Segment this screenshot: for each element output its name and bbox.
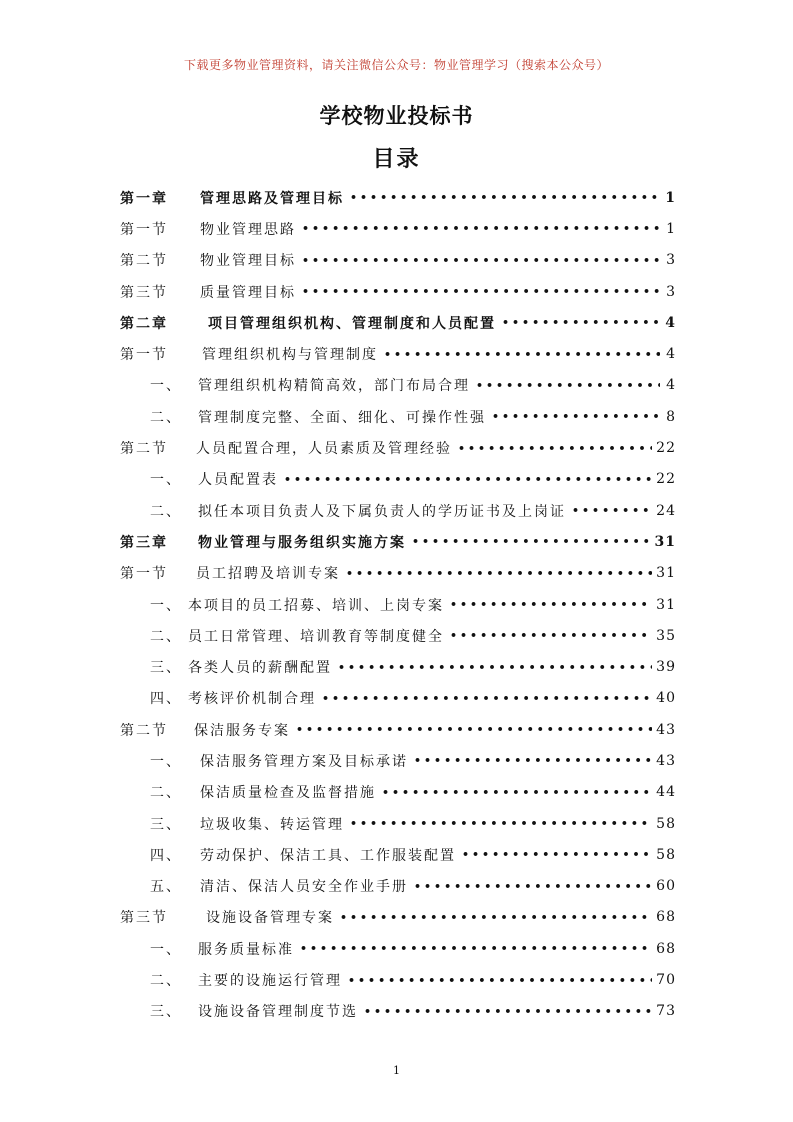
- dot-leader: [350, 191, 660, 204]
- toc-entry[interactable]: [120, 558, 676, 589]
- toc-entry-page: 22: [656, 471, 676, 488]
- toc-entry-page: 58: [656, 815, 676, 832]
- toc-entry-page: 4: [666, 377, 676, 394]
- toc-entry[interactable]: [120, 902, 676, 933]
- toc-entry-page: 40: [656, 690, 676, 707]
- toc-entry[interactable]: [120, 996, 676, 1027]
- toc-entry-page: 60: [656, 878, 676, 895]
- toc-entry-page: 68: [656, 940, 676, 957]
- toc-entry-number: 一、: [150, 472, 182, 489]
- toc-entry[interactable]: [120, 182, 676, 213]
- toc-entry-number: 三、: [150, 816, 182, 833]
- toc-entry-page: 8: [666, 408, 676, 425]
- toc-entry-number: 第二节: [120, 253, 168, 270]
- dot-leader: [572, 504, 652, 517]
- toc-entry-page: 70: [656, 972, 676, 989]
- toc-entry-title: 清洁、保洁人员安全作业手册: [200, 879, 408, 896]
- toc-entry-number: 二、: [150, 409, 182, 426]
- dot-leader: [302, 285, 660, 298]
- toc-entry-page: 3: [666, 283, 676, 300]
- toc-entry-number: 二、: [150, 628, 182, 645]
- dot-leader: [384, 348, 660, 361]
- toc-entry-title: 管理思路及管理目标: [200, 190, 344, 207]
- toc-entry[interactable]: [120, 464, 676, 495]
- toc-entry-page: 43: [656, 752, 676, 769]
- toc-entry-title: 管理制度完整、全面、细化、可操作性强: [198, 409, 486, 426]
- dot-leader: [412, 535, 651, 548]
- toc-entry-page: 44: [656, 784, 676, 801]
- toc-entry-number: 三、: [150, 660, 182, 677]
- toc-entry[interactable]: [120, 338, 676, 369]
- dot-leader: [462, 848, 652, 861]
- toc-entry-title: 劳动保护、保洁工具、工作服装配置: [200, 847, 456, 864]
- dot-leader: [300, 942, 652, 955]
- toc-entry[interactable]: [120, 276, 676, 307]
- toc-entry-title: 员工日常管理、培训教育等制度健全: [188, 628, 444, 645]
- toc-entry-number: 二、: [150, 973, 182, 990]
- toc-entry-number: 一、: [150, 941, 182, 958]
- toc-entry[interactable]: [120, 714, 676, 745]
- dot-leader: [284, 473, 652, 486]
- page-number: 1: [393, 1064, 400, 1077]
- toc-entry-page: 43: [656, 721, 676, 738]
- toc-entry-title: 质量管理目标: [200, 284, 296, 301]
- toc-entry-number: 第一节: [120, 347, 168, 364]
- toc-entry-title: 各类人员的薪酬配置: [188, 660, 332, 677]
- dot-leader: [296, 723, 652, 736]
- toc-entry-page: 1: [665, 189, 676, 206]
- dot-leader: [450, 598, 652, 611]
- toc-entry-page: 24: [656, 502, 676, 519]
- toc-entry-title: 保洁服务管理方案及目标承诺: [200, 753, 408, 770]
- toc-entry[interactable]: [120, 589, 676, 620]
- toc-entry-title: 考核评价机制合理: [188, 691, 316, 708]
- toc-entry-title: 员工招聘及培训专案: [196, 566, 340, 583]
- toc-entry-number: 二、: [150, 785, 182, 802]
- toc-entry-number: 第一节: [120, 221, 168, 238]
- toc-entry-page: 39: [656, 659, 676, 676]
- dot-leader: [348, 974, 652, 987]
- toc-entry[interactable]: [120, 245, 676, 276]
- toc-entry-number: 一、: [150, 597, 182, 614]
- dot-leader: [492, 410, 660, 423]
- toc-entry-title: 设施设备管理制度节选: [198, 1004, 358, 1021]
- toc-entry-page: 73: [656, 1003, 676, 1020]
- toc-entry[interactable]: [120, 683, 676, 714]
- toc-entry-title: 物业管理思路: [200, 221, 296, 238]
- toc-entry-number: 第三节: [120, 284, 168, 301]
- toc-entry-number: 一、: [150, 378, 182, 395]
- toc-entry-page: 31: [656, 565, 676, 582]
- toc-entry-title: 保洁服务专案: [194, 722, 290, 739]
- toc-entry[interactable]: [120, 871, 676, 902]
- toc-entry-number: 二、: [150, 503, 182, 520]
- toc-entry[interactable]: [120, 745, 676, 776]
- toc-heading: 目录: [372, 146, 421, 172]
- toc-entry-number: 第三章: [120, 534, 168, 551]
- toc-entry-page: 68: [656, 909, 676, 926]
- toc-entry-title: 项目管理组织机构、管理制度和人员配置: [208, 315, 496, 332]
- toc-entry[interactable]: [120, 370, 676, 401]
- toc-entry[interactable]: [120, 213, 676, 244]
- toc-entry[interactable]: [120, 964, 676, 995]
- toc-entry-title: 垃圾收集、转运管理: [200, 816, 344, 833]
- toc-entry[interactable]: [120, 777, 676, 808]
- toc-entry-number: 第二节: [120, 441, 168, 458]
- toc-entry-page: 35: [656, 627, 676, 644]
- toc-entry-title: 物业管理目标: [200, 253, 296, 270]
- toc-entry[interactable]: [120, 620, 676, 651]
- dot-leader: [502, 316, 660, 329]
- toc-entry-title: 本项目的员工招募、培训、上岗专案: [188, 597, 444, 614]
- dot-leader: [382, 786, 652, 799]
- toc-entry-number: 五、: [150, 879, 182, 896]
- dot-leader: [322, 692, 652, 705]
- toc-entry-page: 4: [665, 314, 676, 331]
- toc-entry-title: 人员配置表: [198, 472, 278, 489]
- toc-entry[interactable]: [120, 495, 676, 526]
- toc-entry-page: 1: [666, 220, 676, 237]
- table-of-contents: [120, 182, 676, 1027]
- dot-leader: [302, 254, 660, 267]
- toc-entry-title: 主要的设施运行管理: [198, 973, 342, 990]
- toc-entry[interactable]: [120, 401, 676, 432]
- toc-entry[interactable]: [120, 526, 676, 557]
- toc-entry[interactable]: [120, 307, 676, 338]
- dot-leader: [450, 629, 652, 642]
- toc-entry-title: 服务质量标准: [198, 941, 294, 958]
- toc-entry[interactable]: [120, 839, 676, 870]
- toc-entry-number: 四、: [150, 691, 182, 708]
- dot-leader: [350, 817, 652, 830]
- dot-leader: [414, 754, 652, 767]
- document-title: 学校物业投标书: [319, 103, 474, 128]
- toc-entry-number: 一、: [150, 753, 182, 770]
- toc-entry[interactable]: [120, 933, 676, 964]
- promo-banner: 下载更多物业管理资料，请关注微信公众号：物业管理学习（搜索本公众号）: [183, 58, 609, 72]
- toc-entry-page: 22: [656, 440, 676, 457]
- toc-entry-page: 31: [654, 533, 676, 550]
- dot-leader: [302, 222, 660, 235]
- dot-leader: [476, 379, 660, 392]
- toc-entry-number: 第一节: [120, 566, 168, 583]
- toc-entry-number: 四、: [150, 847, 182, 864]
- toc-entry-title: 管理组织机构精简高效，部门布局合理: [198, 378, 470, 395]
- toc-entry-title: 拟任本项目负责人及下属负责人的学历证书及上岗证: [198, 503, 566, 520]
- dot-leader: [340, 911, 652, 924]
- toc-entry-title: 保洁质量检查及监督措施: [200, 785, 376, 802]
- toc-entry-page: 3: [666, 252, 676, 269]
- toc-entry-number: 第二章: [120, 315, 168, 332]
- dot-leader: [338, 661, 652, 674]
- toc-entry[interactable]: [120, 808, 676, 839]
- toc-entry-number: 第二节: [120, 722, 168, 739]
- toc-entry-title: 物业管理与服务组织实施方案: [198, 534, 406, 551]
- toc-entry-title: 设施设备管理专案: [206, 910, 334, 927]
- toc-entry-number: 三、: [150, 1004, 182, 1021]
- toc-entry[interactable]: [120, 432, 676, 463]
- toc-entry-title: 人员配置合理，人员素质及管理经验: [196, 441, 452, 458]
- dot-leader: [346, 567, 652, 580]
- dot-leader: [458, 442, 652, 455]
- toc-entry-page: 58: [656, 846, 676, 863]
- dot-leader: [364, 1005, 652, 1018]
- toc-entry-title: 管理组织机构与管理制度: [202, 347, 378, 364]
- toc-entry-page: 4: [666, 346, 676, 363]
- toc-entry-page: 31: [656, 596, 676, 613]
- toc-entry-number: 第三节: [120, 910, 168, 927]
- toc-entry[interactable]: [120, 651, 676, 682]
- toc-entry-number: 第一章: [120, 190, 168, 207]
- dot-leader: [414, 880, 652, 893]
